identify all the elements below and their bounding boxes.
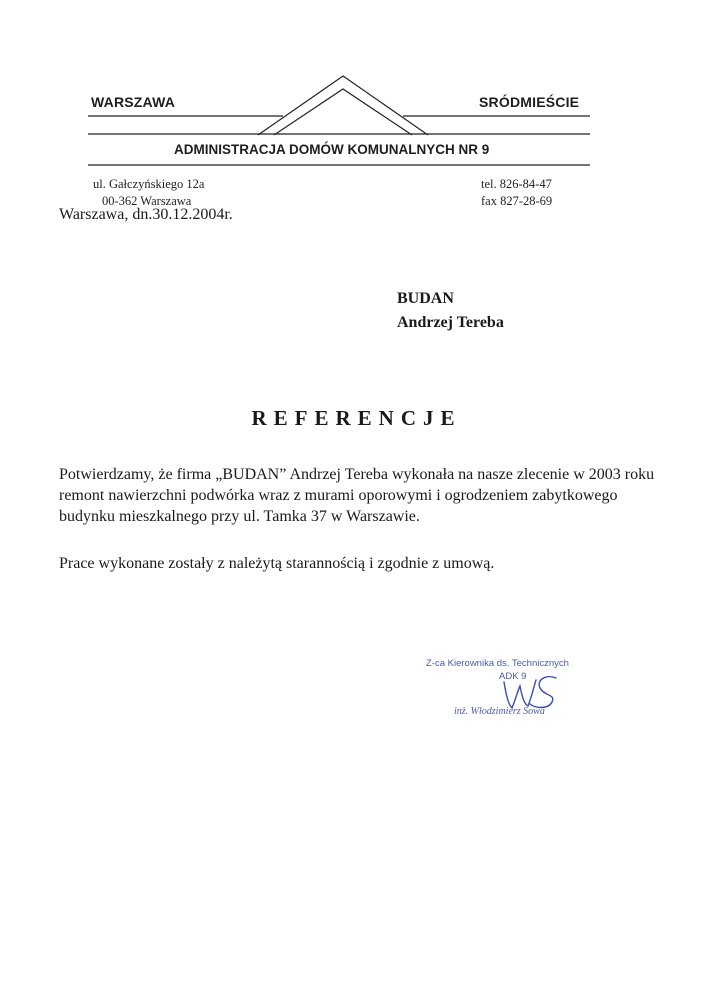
phone-number: tel. 826-84-47: [481, 177, 552, 191]
sender-address: [93, 176, 204, 210]
recipient-block: [397, 287, 504, 335]
body-paragraph-2: Prace wykonane zostały z należytą starannością i zgodnie z umową.: [59, 555, 495, 572]
recipient-company: BUDAN: [397, 290, 454, 307]
stamp-position: Z-ca Kierownika ds. Technicznych: [426, 658, 569, 669]
body-paragraph-1: Potwierdzamy, że firma „BUDAN” Andrzej Tereba wykonała na nasze zlecenie w 2003 roku remont nawierzchni podwórka wraz z murami oporowymi i ogrodzeniem zabytkowego budynku mieszkalnego przy ul. Tamka 37 w Warszawie.: [59, 466, 655, 525]
letterhead-organization: ADMINISTRACJA DOMÓW KOMUNALNYCH NR 9: [174, 142, 490, 157]
stamp-name: inż. Włodzimierz Sowa: [454, 706, 545, 717]
handwritten-signature: [490, 668, 570, 718]
letterhead-district: SRÓDMIEŚCIE: [479, 94, 580, 110]
sender-contact: [481, 176, 552, 210]
stamp-unit: ADK 9: [499, 671, 527, 682]
letterhead-city: WARSZAWA: [91, 94, 176, 110]
letter-body: [59, 464, 659, 572]
recipient-person: Andrzej Tereba: [397, 314, 504, 331]
letter-date: Warszawa, dn.30.12.2004r.: [59, 206, 233, 223]
fax-number: fax 827-28-69: [481, 194, 553, 208]
address-postal: 00-362 Warszawa: [102, 194, 192, 208]
address-street: ul. Gałczyńskiego 12a: [93, 177, 205, 191]
letterhead: [0, 0, 707, 175]
document-title: REFERENCJE: [251, 406, 462, 430]
